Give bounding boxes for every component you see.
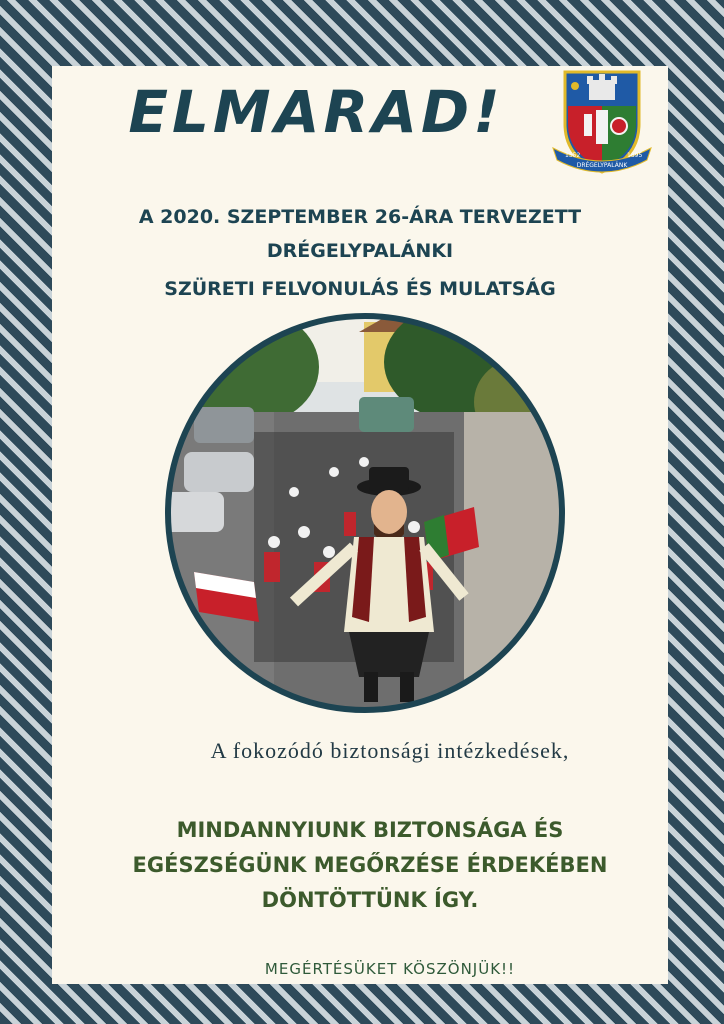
crest-year-left: 1552 — [565, 152, 581, 159]
poster-title: ELMARAD! — [128, 78, 504, 146]
thanks-text: MEGÉRTÉSÜKET KÖSZÖNJÜK!! — [264, 960, 516, 978]
town-crest-logo — [551, 66, 653, 176]
safety-line-1: MINDANNYIUNK BIZTONSÁGA ÉS — [176, 818, 564, 842]
safety-line-2: EGÉSZSÉGÜNK MEGŐRZÉSE ÉRDEKÉBEN — [132, 853, 608, 877]
parade-photo — [164, 312, 566, 714]
reason-text: A fokozódó biztonsági intézkedések, — [210, 738, 570, 763]
event-name-line: SZÜRETI FELVONULÁS ÉS MULATSÁG — [164, 278, 556, 300]
event-place-line: DRÉGELYPALÁNKI — [266, 240, 454, 262]
crest-town-name: DRÉGELYPALÁNK — [576, 162, 628, 169]
crest-year-right: 1895 — [627, 152, 643, 159]
safety-line-3: DÖNTÖTTÜNK ÍGY. — [261, 888, 479, 912]
event-date-line: A 2020. SZEPTEMBER 26-ÁRA TERVEZETT — [138, 206, 582, 228]
